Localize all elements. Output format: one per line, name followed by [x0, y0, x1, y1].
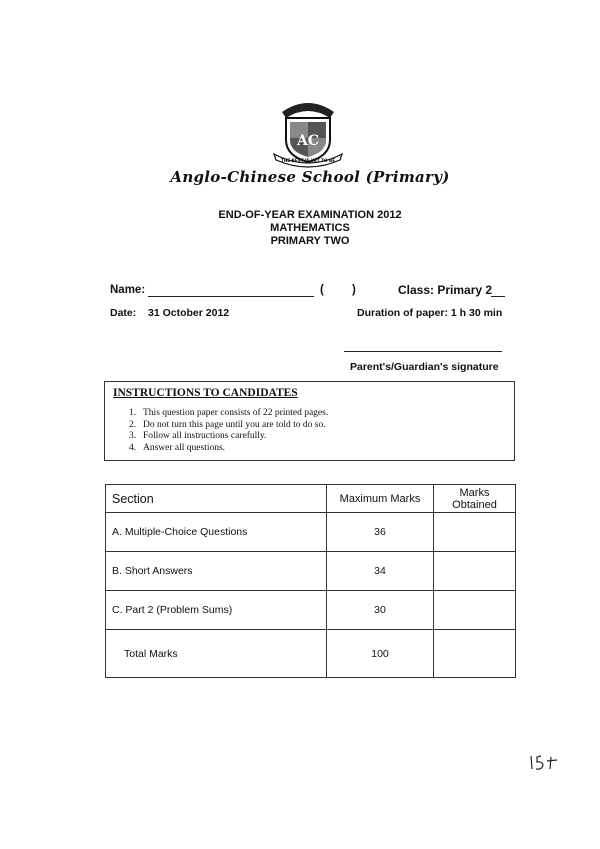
table-row	[106, 591, 516, 630]
class-label: Class: Primary 2	[398, 283, 493, 297]
register-number-open: (	[320, 284, 324, 296]
marks-obtained-cell[interactable]	[434, 513, 516, 552]
max-marks-cell: 34	[327, 552, 434, 591]
total-max-cell: 100	[327, 630, 434, 678]
section-cell: A. Multiple-Choice Questions	[106, 513, 327, 552]
duration-text: Duration of paper: 1 h 30 min	[357, 307, 503, 319]
marks-obtained-cell[interactable]	[434, 591, 516, 630]
total-row	[106, 630, 516, 678]
date-value: 31 October 2012	[148, 307, 230, 319]
instructions-title: INSTRUCTIONS TO CANDIDATES	[113, 387, 298, 399]
header-section: Section	[106, 485, 327, 513]
table-row	[106, 513, 516, 552]
instruction-item: 2. Do not turn this page until you are told to do so.	[129, 419, 326, 430]
table-header-row	[106, 485, 516, 513]
school-name: Anglo-Chinese School (Primary)	[170, 168, 450, 186]
header-maximum-marks: Maximum Marks	[327, 485, 434, 513]
signature-line[interactable]	[344, 351, 502, 352]
level-title: PRIMARY TWO	[270, 235, 350, 247]
total-label-cell: Total Marks	[106, 630, 327, 678]
header-marks-obtained: Marks Obtained	[434, 485, 516, 513]
marks-table	[105, 484, 516, 678]
instruction-item: 3. Follow all instructions carefully.	[129, 431, 267, 441]
instruction-item: 1. This question paper consists of 22 printed pages.	[129, 408, 329, 418]
subject-title: MATHEMATICS	[270, 222, 350, 234]
svg-text:AC: AC	[296, 133, 320, 149]
class-field-line[interactable]	[491, 296, 505, 297]
instructions-box	[104, 381, 515, 461]
name-field-line[interactable]	[148, 296, 314, 297]
instruction-item: 4. Answer all questions.	[129, 442, 226, 453]
name-label: Name:	[110, 284, 146, 296]
school-crest-logo	[268, 98, 348, 168]
total-obtained-cell[interactable]	[434, 630, 516, 678]
crest-motto: THE BEST IS YET TO BE	[280, 158, 336, 163]
max-marks-cell: 30	[327, 591, 434, 630]
max-marks-cell: 36	[327, 513, 434, 552]
instructions-list	[129, 408, 328, 454]
register-number-close: )	[352, 284, 356, 296]
date-label: Date:	[110, 307, 137, 319]
section-cell: C. Part 2 (Problem Sums)	[106, 591, 327, 630]
table-row	[106, 552, 516, 591]
exam-title: END-OF-YEAR EXAMINATION 2012	[218, 209, 402, 221]
section-cell: B. Short Answers	[106, 552, 327, 591]
signature-label: Parent's/Guardian's signature	[350, 361, 499, 373]
marks-obtained-cell[interactable]	[434, 552, 516, 591]
handwritten-mark	[528, 752, 560, 772]
